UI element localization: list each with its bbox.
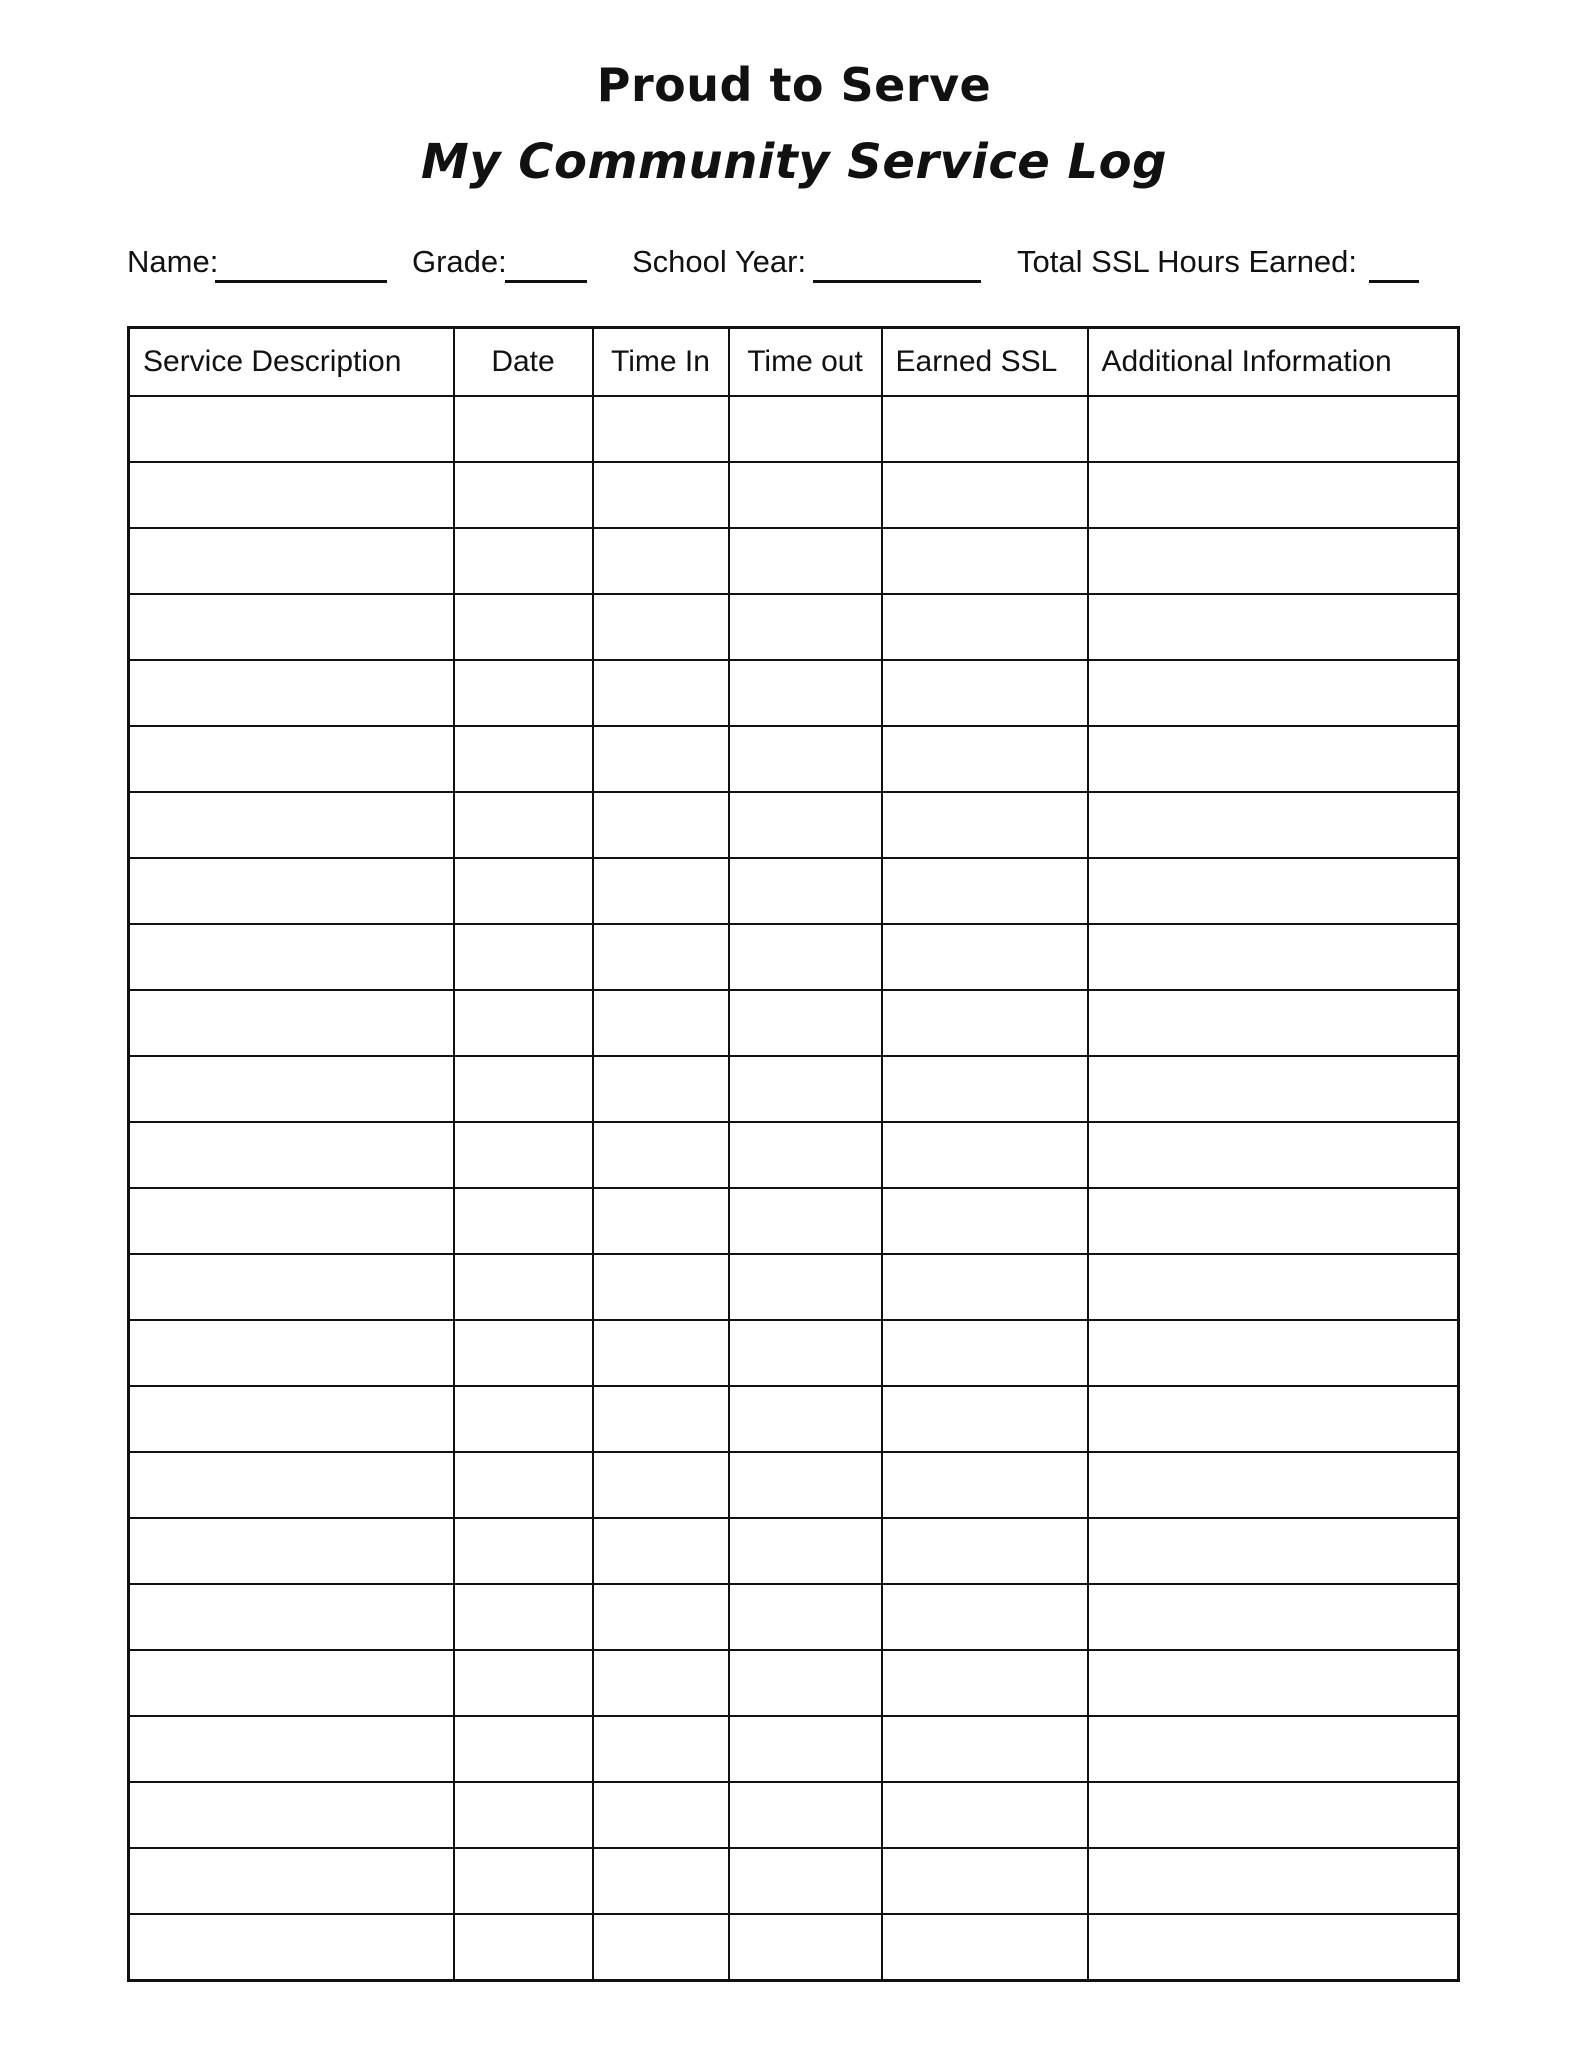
column-header-additional-information: Additional Information xyxy=(1088,328,1459,397)
table-row xyxy=(129,792,1459,858)
earned-ssl-cell[interactable] xyxy=(882,594,1088,660)
date-cell[interactable] xyxy=(454,1584,593,1650)
additional-information-cell[interactable] xyxy=(1088,792,1459,858)
time-in-cell[interactable] xyxy=(593,462,729,528)
additional-information-cell[interactable] xyxy=(1088,1320,1459,1386)
time-in-cell[interactable] xyxy=(593,1914,729,1981)
time-out-cell[interactable] xyxy=(729,1650,882,1716)
time-out-cell[interactable] xyxy=(729,1716,882,1782)
date-cell[interactable] xyxy=(454,1914,593,1981)
additional-information-cell[interactable] xyxy=(1088,396,1459,462)
column-header-time-in: Time In xyxy=(593,328,729,397)
additional-information-cell[interactable] xyxy=(1088,1122,1459,1188)
service-description-cell[interactable] xyxy=(129,792,454,858)
service-description-cell[interactable] xyxy=(129,396,454,462)
time-out-cell[interactable] xyxy=(729,528,882,594)
earned-ssl-cell[interactable] xyxy=(882,726,1088,792)
service-description-cell[interactable] xyxy=(129,1122,454,1188)
table-header-row xyxy=(129,328,1459,397)
time-in-cell[interactable] xyxy=(593,1122,729,1188)
date-cell[interactable] xyxy=(454,1716,593,1782)
additional-information-cell[interactable] xyxy=(1088,924,1459,990)
table-row xyxy=(129,660,1459,726)
time-out-cell[interactable] xyxy=(729,1254,882,1320)
time-in-cell[interactable] xyxy=(593,792,729,858)
service-log-table xyxy=(127,326,1460,1982)
additional-information-cell[interactable] xyxy=(1088,1056,1459,1122)
service-description-cell[interactable] xyxy=(129,1188,454,1254)
service-description-cell[interactable] xyxy=(129,1584,454,1650)
name-field[interactable] xyxy=(215,280,387,283)
time-out-cell[interactable] xyxy=(729,1518,882,1584)
additional-information-cell[interactable] xyxy=(1088,1386,1459,1452)
earned-ssl-cell[interactable] xyxy=(882,792,1088,858)
earned-ssl-cell[interactable] xyxy=(882,924,1088,990)
time-out-cell[interactable] xyxy=(729,924,882,990)
earned-ssl-cell[interactable] xyxy=(882,528,1088,594)
total-hours-label: Total SSL Hours Earned: xyxy=(1017,244,1358,279)
earned-ssl-cell[interactable] xyxy=(882,1782,1088,1848)
time-in-cell[interactable] xyxy=(593,1188,729,1254)
service-description-cell[interactable] xyxy=(129,990,454,1056)
time-out-cell[interactable] xyxy=(729,462,882,528)
date-cell[interactable] xyxy=(454,660,593,726)
earned-ssl-cell[interactable] xyxy=(882,990,1088,1056)
time-in-cell[interactable] xyxy=(593,1386,729,1452)
time-out-cell[interactable] xyxy=(729,1122,882,1188)
time-in-cell[interactable] xyxy=(593,858,729,924)
time-out-cell[interactable] xyxy=(729,1848,882,1914)
additional-information-cell[interactable] xyxy=(1088,1254,1459,1320)
time-out-cell[interactable] xyxy=(729,1584,882,1650)
time-out-cell[interactable] xyxy=(729,792,882,858)
earned-ssl-cell[interactable] xyxy=(882,1320,1088,1386)
table-row xyxy=(129,1056,1459,1122)
grade-field[interactable] xyxy=(505,280,587,283)
time-out-cell[interactable] xyxy=(729,1914,882,1981)
date-cell[interactable] xyxy=(454,1650,593,1716)
time-in-cell[interactable] xyxy=(593,1056,729,1122)
table-row xyxy=(129,726,1459,792)
time-in-cell[interactable] xyxy=(593,1848,729,1914)
date-cell[interactable] xyxy=(454,1782,593,1848)
page-title: Proud to Serve xyxy=(596,58,992,112)
time-in-cell[interactable] xyxy=(593,594,729,660)
service-description-cell[interactable] xyxy=(129,1320,454,1386)
time-out-cell[interactable] xyxy=(729,726,882,792)
service-description-cell[interactable] xyxy=(129,1650,454,1716)
time-in-cell[interactable] xyxy=(593,1716,729,1782)
date-cell[interactable] xyxy=(454,594,593,660)
service-description-cell[interactable] xyxy=(129,1848,454,1914)
time-in-cell[interactable] xyxy=(593,396,729,462)
earned-ssl-cell[interactable] xyxy=(882,1452,1088,1518)
service-description-cell[interactable] xyxy=(129,1056,454,1122)
date-cell[interactable] xyxy=(454,1056,593,1122)
additional-information-cell[interactable] xyxy=(1088,462,1459,528)
info-fields xyxy=(127,244,1467,284)
time-in-cell[interactable] xyxy=(593,1518,729,1584)
date-cell[interactable] xyxy=(454,726,593,792)
additional-information-cell[interactable] xyxy=(1088,1848,1459,1914)
date-cell[interactable] xyxy=(454,1848,593,1914)
earned-ssl-cell[interactable] xyxy=(882,396,1088,462)
time-in-cell[interactable] xyxy=(593,1320,729,1386)
time-out-cell[interactable] xyxy=(729,1452,882,1518)
table-row xyxy=(129,1914,1459,1981)
date-cell[interactable] xyxy=(454,990,593,1056)
time-out-cell[interactable] xyxy=(729,1056,882,1122)
earned-ssl-cell[interactable] xyxy=(882,1914,1088,1981)
time-out-cell[interactable] xyxy=(729,1320,882,1386)
earned-ssl-cell[interactable] xyxy=(882,462,1088,528)
earned-ssl-cell[interactable] xyxy=(882,1122,1088,1188)
service-description-cell[interactable] xyxy=(129,660,454,726)
earned-ssl-cell[interactable] xyxy=(882,1848,1088,1914)
table-row xyxy=(129,1584,1459,1650)
earned-ssl-cell[interactable] xyxy=(882,1254,1088,1320)
grade-label: Grade: xyxy=(412,244,507,279)
table-row xyxy=(129,858,1459,924)
time-in-cell[interactable] xyxy=(593,1584,729,1650)
earned-ssl-cell[interactable] xyxy=(882,858,1088,924)
service-description-cell[interactable] xyxy=(129,1452,454,1518)
total-hours-field[interactable] xyxy=(1369,280,1419,283)
additional-information-cell[interactable] xyxy=(1088,858,1459,924)
earned-ssl-cell[interactable] xyxy=(882,660,1088,726)
additional-information-cell[interactable] xyxy=(1088,660,1459,726)
page-subtitle: My Community Service Log xyxy=(421,134,1167,190)
additional-information-cell[interactable] xyxy=(1088,1452,1459,1518)
service-description-cell[interactable] xyxy=(129,1914,454,1981)
service-description-cell[interactable] xyxy=(129,1518,454,1584)
table-row xyxy=(129,1452,1459,1518)
date-cell[interactable] xyxy=(454,1122,593,1188)
table-row xyxy=(129,1188,1459,1254)
date-cell[interactable] xyxy=(454,462,593,528)
table-row xyxy=(129,924,1459,990)
table-row xyxy=(129,990,1459,1056)
column-header-date: Date xyxy=(454,328,593,397)
additional-information-cell[interactable] xyxy=(1088,1914,1459,1981)
earned-ssl-cell[interactable] xyxy=(882,1650,1088,1716)
service-description-cell[interactable] xyxy=(129,1386,454,1452)
table-row xyxy=(129,1518,1459,1584)
additional-information-cell[interactable] xyxy=(1088,990,1459,1056)
time-in-cell[interactable] xyxy=(593,726,729,792)
additional-information-cell[interactable] xyxy=(1088,1518,1459,1584)
date-cell[interactable] xyxy=(454,858,593,924)
time-out-cell[interactable] xyxy=(729,660,882,726)
date-cell[interactable] xyxy=(454,528,593,594)
table-row xyxy=(129,1122,1459,1188)
time-out-cell[interactable] xyxy=(729,858,882,924)
time-out-cell[interactable] xyxy=(729,990,882,1056)
table-row xyxy=(129,1650,1459,1716)
earned-ssl-cell[interactable] xyxy=(882,1386,1088,1452)
earned-ssl-cell[interactable] xyxy=(882,1584,1088,1650)
table-row xyxy=(129,462,1459,528)
column-header-service-description: Service Description xyxy=(129,328,454,397)
table-row xyxy=(129,1386,1459,1452)
table-row xyxy=(129,1782,1459,1848)
earned-ssl-cell[interactable] xyxy=(882,1188,1088,1254)
additional-information-cell[interactable] xyxy=(1088,1650,1459,1716)
time-in-cell[interactable] xyxy=(593,990,729,1056)
additional-information-cell[interactable] xyxy=(1088,528,1459,594)
service-description-cell[interactable] xyxy=(129,924,454,990)
date-cell[interactable] xyxy=(454,1254,593,1320)
service-description-cell[interactable] xyxy=(129,1254,454,1320)
time-in-cell[interactable] xyxy=(593,924,729,990)
additional-information-cell[interactable] xyxy=(1088,1782,1459,1848)
time-in-cell[interactable] xyxy=(593,1254,729,1320)
school-year-label: School Year: xyxy=(632,244,807,279)
service-description-cell[interactable] xyxy=(129,1716,454,1782)
table-row xyxy=(129,1320,1459,1386)
date-cell[interactable] xyxy=(454,1518,593,1584)
date-cell[interactable] xyxy=(454,396,593,462)
column-header-earned-ssl: Earned SSL xyxy=(882,328,1088,397)
date-cell[interactable] xyxy=(454,792,593,858)
time-in-cell[interactable] xyxy=(593,1650,729,1716)
date-cell[interactable] xyxy=(454,1386,593,1452)
service-description-cell[interactable] xyxy=(129,858,454,924)
table-row xyxy=(129,1848,1459,1914)
additional-information-cell[interactable] xyxy=(1088,1716,1459,1782)
time-in-cell[interactable] xyxy=(593,660,729,726)
service-description-cell[interactable] xyxy=(129,528,454,594)
school-year-field[interactable] xyxy=(813,280,981,283)
service-description-cell[interactable] xyxy=(129,594,454,660)
name-label: Name: xyxy=(127,244,219,279)
additional-information-cell[interactable] xyxy=(1088,594,1459,660)
date-cell[interactable] xyxy=(454,1452,593,1518)
earned-ssl-cell[interactable] xyxy=(882,1716,1088,1782)
earned-ssl-cell[interactable] xyxy=(882,1518,1088,1584)
time-in-cell[interactable] xyxy=(593,1452,729,1518)
service-description-cell[interactable] xyxy=(129,462,454,528)
date-cell[interactable] xyxy=(454,924,593,990)
additional-information-cell[interactable] xyxy=(1088,1584,1459,1650)
earned-ssl-cell[interactable] xyxy=(882,1056,1088,1122)
date-cell[interactable] xyxy=(454,1188,593,1254)
time-out-cell[interactable] xyxy=(729,396,882,462)
service-description-cell[interactable] xyxy=(129,726,454,792)
table-row xyxy=(129,396,1459,462)
service-description-cell[interactable] xyxy=(129,1782,454,1848)
table-row xyxy=(129,1254,1459,1320)
table-body xyxy=(129,396,1459,1981)
time-out-cell[interactable] xyxy=(729,1386,882,1452)
time-out-cell[interactable] xyxy=(729,1188,882,1254)
table-row xyxy=(129,1716,1459,1782)
additional-information-cell[interactable] xyxy=(1088,726,1459,792)
time-in-cell[interactable] xyxy=(593,1782,729,1848)
additional-information-cell[interactable] xyxy=(1088,1188,1459,1254)
time-out-cell[interactable] xyxy=(729,1782,882,1848)
table-row xyxy=(129,528,1459,594)
time-out-cell[interactable] xyxy=(729,594,882,660)
column-header-time-out: Time out xyxy=(729,328,882,397)
table-row xyxy=(129,594,1459,660)
time-in-cell[interactable] xyxy=(593,528,729,594)
date-cell[interactable] xyxy=(454,1320,593,1386)
